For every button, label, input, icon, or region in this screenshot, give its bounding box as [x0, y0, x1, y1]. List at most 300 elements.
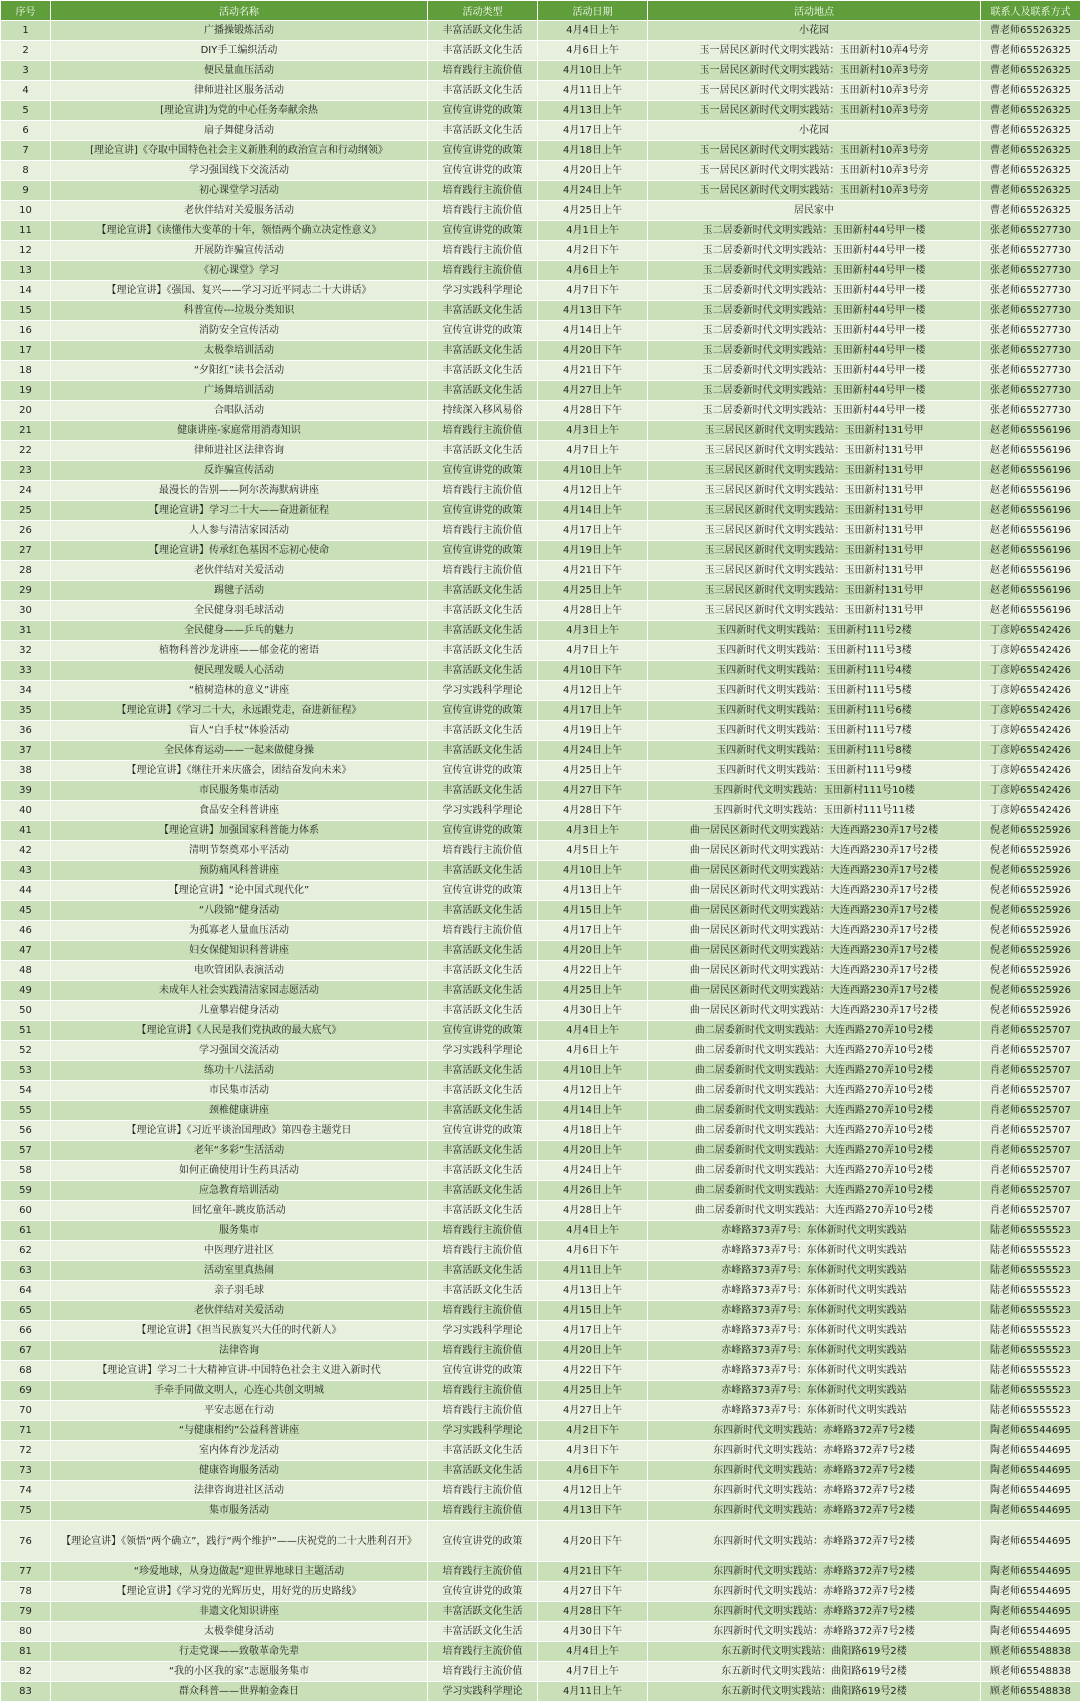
cell-index: 83	[1, 1682, 51, 1702]
cell-activity-name: “植树造林的意义”讲座	[51, 681, 428, 701]
table-row	[1, 721, 1080, 741]
cell-activity-type: 丰富活跃文化生活	[428, 381, 538, 401]
cell-contact: 肖老师65525707	[981, 1181, 1080, 1201]
cell-activity-name: 科普宣传---垃圾分类知识	[51, 301, 428, 321]
table-row	[1, 1521, 1080, 1562]
cell-activity-location: 东四新时代文明实践站：赤峰路372弄7号2楼	[648, 1521, 981, 1562]
cell-activity-type: 丰富活跃文化生活	[428, 1081, 538, 1101]
cell-activity-name: 便民理发暖人心活动	[51, 661, 428, 681]
cell-activity-location: 玉二居委新时代文明实践站：玉田新村44号甲一楼	[648, 321, 981, 341]
cell-activity-name: “与健康相约”公益科普讲座	[51, 1421, 428, 1441]
cell-activity-type: 丰富活跃文化生活	[428, 1622, 538, 1642]
table-row	[1, 1321, 1080, 1341]
cell-contact: 陆老师65555523	[981, 1341, 1080, 1361]
cell-activity-date: 4月19日上午	[538, 721, 648, 741]
cell-activity-date: 4月28日上午	[538, 1201, 648, 1221]
cell-activity-type: 学习实践科学理论	[428, 681, 538, 701]
cell-activity-type: 宣传宣讲党的政策	[428, 321, 538, 341]
cell-activity-location: 小花园	[648, 121, 981, 141]
cell-activity-type: 丰富活跃文化生活	[428, 601, 538, 621]
table-row	[1, 321, 1080, 341]
table-row	[1, 61, 1080, 81]
cell-activity-location: 玉二居委新时代文明实践站：玉田新村44号甲一楼	[648, 261, 981, 281]
cell-contact: 丁彦婷65542426	[981, 661, 1080, 681]
cell-index: 36	[1, 721, 51, 741]
cell-contact: 丁彦婷65542426	[981, 701, 1080, 721]
cell-activity-date: 4月21日下午	[538, 1562, 648, 1582]
cell-activity-type: 丰富活跃文化生活	[428, 1161, 538, 1181]
cell-index: 42	[1, 841, 51, 861]
cell-index: 23	[1, 461, 51, 481]
cell-activity-date: 4月28日下午	[538, 401, 648, 421]
cell-contact: 陆老师65555523	[981, 1301, 1080, 1321]
cell-activity-location: 玉三居民区新时代文明实践站：玉田新村131号甲	[648, 501, 981, 521]
cell-activity-date: 4月18日上午	[538, 1121, 648, 1141]
cell-activity-type: 宣传宣讲党的政策	[428, 161, 538, 181]
cell-index: 30	[1, 601, 51, 621]
cell-index: 13	[1, 261, 51, 281]
table-row	[1, 1401, 1080, 1421]
table-row	[1, 861, 1080, 881]
cell-activity-type: 丰富活跃文化生活	[428, 301, 538, 321]
cell-contact: 张老师65527730	[981, 301, 1080, 321]
cell-index: 24	[1, 481, 51, 501]
cell-activity-name: 便民量血压活动	[51, 61, 428, 81]
cell-contact: 倪老师65525926	[981, 881, 1080, 901]
cell-contact: 曹老师65526325	[981, 81, 1080, 101]
cell-activity-type: 宣传宣讲党的政策	[428, 1521, 538, 1562]
cell-contact: 陆老师65555523	[981, 1401, 1080, 1421]
cell-index: 82	[1, 1662, 51, 1682]
cell-activity-name: 颈椎健康讲座	[51, 1101, 428, 1121]
cell-activity-name: 人人参与清洁家园活动	[51, 521, 428, 541]
cell-activity-name: 全民健身羽毛球活动	[51, 601, 428, 621]
cell-contact: 曹老师65526325	[981, 141, 1080, 161]
cell-activity-date: 4月4日上午	[538, 1021, 648, 1041]
cell-contact: 陆老师65555523	[981, 1361, 1080, 1381]
cell-activity-date: 4月25日上午	[538, 981, 648, 1001]
table-row	[1, 921, 1080, 941]
cell-activity-name: 群众科普——世界帕金森日	[51, 1682, 428, 1702]
cell-activity-type: 丰富活跃文化生活	[428, 1061, 538, 1081]
cell-activity-type: 培育践行主流价值	[428, 1481, 538, 1501]
cell-activity-name: 盲人“白手杖”体验活动	[51, 721, 428, 741]
cell-activity-type: 宣传宣讲党的政策	[428, 221, 538, 241]
cell-activity-type: 培育践行主流价值	[428, 241, 538, 261]
cell-contact: 倪老师65525926	[981, 921, 1080, 941]
cell-activity-date: 4月10日上午	[538, 861, 648, 881]
cell-index: 31	[1, 621, 51, 641]
cell-activity-type: 培育践行主流价值	[428, 521, 538, 541]
cell-activity-date: 4月22日上午	[538, 961, 648, 981]
cell-activity-name: 法律咨询	[51, 1341, 428, 1361]
cell-activity-date: 4月13日上午	[538, 1281, 648, 1301]
cell-activity-name: 【理论宣讲】《担当民族复兴大任的时代新人》	[51, 1321, 428, 1341]
cell-contact: 倪老师65525926	[981, 961, 1080, 981]
cell-activity-date: 4月24日上午	[538, 1161, 648, 1181]
table-row	[1, 681, 1080, 701]
cell-activity-location: 玉四新时代文明实践站：玉田新村111号3楼	[648, 641, 981, 661]
cell-activity-location: 曲二居委新时代文明实践站：大连西路270弄10号2楼	[648, 1041, 981, 1061]
cell-contact: 赵老师65556196	[981, 581, 1080, 601]
cell-activity-location: 玉四新时代文明实践站：玉田新村111号10楼	[648, 781, 981, 801]
cell-activity-location: 曲一居民区新时代文明实践站：大连西路230弄17号2楼	[648, 941, 981, 961]
cell-activity-type: 培育践行主流价值	[428, 561, 538, 581]
table-row	[1, 701, 1080, 721]
cell-activity-type: 丰富活跃文化生活	[428, 441, 538, 461]
cell-contact: 肖老师65525707	[981, 1041, 1080, 1061]
cell-activity-location: 赤峰路373弄7号：东体新时代文明实践站	[648, 1261, 981, 1281]
cell-activity-date: 4月13日下午	[538, 301, 648, 321]
cell-index: 21	[1, 421, 51, 441]
cell-index: 59	[1, 1181, 51, 1201]
header-index: 序号	[1, 1, 51, 21]
cell-activity-name: 如何正确使用计生药具活动	[51, 1161, 428, 1181]
cell-activity-location: 曲二居委新时代文明实践站：大连西路270弄10号2楼	[648, 1121, 981, 1141]
table-row	[1, 1181, 1080, 1201]
cell-activity-name: 全民体育运动——一起来做健身操	[51, 741, 428, 761]
cell-activity-date: 4月25日上午	[538, 201, 648, 221]
cell-activity-date: 4月26日上午	[538, 1181, 648, 1201]
cell-activity-location: 玉四新时代文明实践站：玉田新村111号7楼	[648, 721, 981, 741]
cell-activity-location: 曲一居民区新时代文明实践站：大连西路230弄17号2楼	[648, 841, 981, 861]
cell-activity-date: 4月30日下午	[538, 1622, 648, 1642]
cell-activity-date: 4月6日上午	[538, 261, 648, 281]
cell-contact: 赵老师65556196	[981, 601, 1080, 621]
cell-index: 52	[1, 1041, 51, 1061]
cell-index: 66	[1, 1321, 51, 1341]
cell-activity-name: 平安志愿在行动	[51, 1401, 428, 1421]
cell-contact: 倪老师65525926	[981, 941, 1080, 961]
cell-activity-type: 学习实践科学理论	[428, 281, 538, 301]
table-row	[1, 1501, 1080, 1521]
table-row	[1, 841, 1080, 861]
cell-activity-name: 最漫长的告别——阿尔茨海默病讲座	[51, 481, 428, 501]
table-row	[1, 601, 1080, 621]
cell-index: 40	[1, 801, 51, 821]
table-row	[1, 1441, 1080, 1461]
cell-index: 34	[1, 681, 51, 701]
table-row	[1, 401, 1080, 421]
cell-contact: 顾老师65548838	[981, 1662, 1080, 1682]
cell-index: 7	[1, 141, 51, 161]
cell-activity-name: 律师进社区法律咨询	[51, 441, 428, 461]
cell-index: 61	[1, 1221, 51, 1241]
cell-index: 81	[1, 1642, 51, 1662]
cell-activity-location: 玉三居民区新时代文明实践站：玉田新村131号甲	[648, 521, 981, 541]
cell-activity-date: 4月13日下午	[538, 1501, 648, 1521]
cell-activity-date: 4月6日下午	[538, 1241, 648, 1261]
table-row	[1, 281, 1080, 301]
table-row	[1, 1141, 1080, 1161]
cell-index: 35	[1, 701, 51, 721]
cell-activity-date: 4月20日下午	[538, 341, 648, 361]
table-row	[1, 1221, 1080, 1241]
cell-contact: 陆老师65555523	[981, 1321, 1080, 1341]
table-row	[1, 1241, 1080, 1261]
table-row	[1, 341, 1080, 361]
cell-activity-type: 培育践行主流价值	[428, 1301, 538, 1321]
table-header-row	[1, 1, 1080, 21]
cell-activity-type: 宣传宣讲党的政策	[428, 821, 538, 841]
cell-activity-location: 玉二居委新时代文明实践站：玉田新村44号甲一楼	[648, 401, 981, 421]
cell-activity-type: 丰富活跃文化生活	[428, 581, 538, 601]
cell-contact: 陶老师65544695	[981, 1481, 1080, 1501]
table-row	[1, 121, 1080, 141]
cell-activity-name: 老伙伴结对关爱活动	[51, 1301, 428, 1321]
cell-activity-name: 【理论宣讲】《人民是我们党执政的最大底气》	[51, 1021, 428, 1041]
cell-activity-location: 东四新时代文明实践站：赤峰路372弄7号2楼	[648, 1501, 981, 1521]
cell-activity-date: 4月28日上午	[538, 601, 648, 621]
cell-index: 41	[1, 821, 51, 841]
cell-activity-type: 培育践行主流价值	[428, 1501, 538, 1521]
cell-contact: 张老师65527730	[981, 281, 1080, 301]
cell-activity-name: 开展防诈骗宣传活动	[51, 241, 428, 261]
cell-contact: 肖老师65525707	[981, 1161, 1080, 1181]
cell-activity-name: 【理论宣讲】《习近平谈治国理政》第四卷主题党日	[51, 1121, 428, 1141]
cell-activity-type: 宣传宣讲党的政策	[428, 1021, 538, 1041]
cell-activity-name: 【理论宣讲】《学习二十大，永远跟党走，奋进新征程》	[51, 701, 428, 721]
table-row	[1, 101, 1080, 121]
cell-index: 58	[1, 1161, 51, 1181]
cell-activity-date: 4月17日上午	[538, 921, 648, 941]
cell-activity-type: 丰富活跃文化生活	[428, 641, 538, 661]
table-row	[1, 561, 1080, 581]
cell-activity-location: 玉四新时代文明实践站：玉田新村111号9楼	[648, 761, 981, 781]
cell-activity-location: 玉三居民区新时代文明实践站：玉田新村131号甲	[648, 461, 981, 481]
cell-activity-date: 4月7日上午	[538, 441, 648, 461]
cell-index: 77	[1, 1562, 51, 1582]
table-row	[1, 1642, 1080, 1662]
table-row	[1, 761, 1080, 781]
table-row	[1, 1041, 1080, 1061]
cell-activity-date: 4月28日下午	[538, 1602, 648, 1622]
cell-activity-type: 丰富活跃文化生活	[428, 361, 538, 381]
cell-contact: 曹老师65526325	[981, 101, 1080, 121]
cell-activity-type: 丰富活跃文化生活	[428, 861, 538, 881]
table-row	[1, 241, 1080, 261]
table-row	[1, 1381, 1080, 1401]
cell-activity-date: 4月24日上午	[538, 181, 648, 201]
cell-index: 74	[1, 1481, 51, 1501]
cell-index: 11	[1, 221, 51, 241]
cell-contact: 倪老师65525926	[981, 1001, 1080, 1021]
cell-activity-location: 玉二居委新时代文明实践站：玉田新村44号甲一楼	[648, 281, 981, 301]
cell-activity-name: 初心课堂学习活动	[51, 181, 428, 201]
cell-contact: 赵老师65556196	[981, 441, 1080, 461]
cell-activity-date: 4月4日上午	[538, 21, 648, 41]
cell-activity-name: 反诈骗宣传活动	[51, 461, 428, 481]
cell-activity-type: 培育践行主流价值	[428, 1662, 538, 1682]
cell-contact: 肖老师65525707	[981, 1061, 1080, 1081]
cell-activity-location: 曲一居民区新时代文明实践站：大连西路230弄17号2楼	[648, 921, 981, 941]
cell-index: 29	[1, 581, 51, 601]
cell-contact: 张老师65527730	[981, 361, 1080, 381]
header-contact: 联系人及联系方式	[981, 1, 1080, 21]
cell-activity-location: 曲一居民区新时代文明实践站：大连西路230弄17号2楼	[648, 961, 981, 981]
cell-activity-location: 曲二居委新时代文明实践站：大连西路270弄10号2楼	[648, 1021, 981, 1041]
cell-activity-date: 4月2日下午	[538, 241, 648, 261]
table-row	[1, 1421, 1080, 1441]
cell-activity-type: 丰富活跃文化生活	[428, 981, 538, 1001]
table-row	[1, 881, 1080, 901]
cell-activity-type: 培育践行主流价值	[428, 261, 538, 281]
cell-contact: 丁彦婷65542426	[981, 681, 1080, 701]
cell-activity-type: 学习实践科学理论	[428, 1041, 538, 1061]
cell-activity-name: 室内体育沙龙活动	[51, 1441, 428, 1461]
header-activity-type: 活动类型	[428, 1, 538, 21]
cell-activity-type: 培育践行主流价值	[428, 1221, 538, 1241]
cell-index: 67	[1, 1341, 51, 1361]
cell-activity-location: 玉一居民区新时代文明实践站：玉田新村10弄4号旁	[648, 41, 981, 61]
cell-activity-name: 未成年人社会实践清洁家园志愿活动	[51, 981, 428, 1001]
cell-activity-type: 培育践行主流价值	[428, 1241, 538, 1261]
table-row	[1, 481, 1080, 501]
cell-activity-name: 行走党课——致敬革命先辈	[51, 1642, 428, 1662]
cell-contact: 张老师65527730	[981, 221, 1080, 241]
cell-contact: 陶老师65544695	[981, 1562, 1080, 1582]
cell-activity-date: 4月20日上午	[538, 161, 648, 181]
cell-contact: 赵老师65556196	[981, 541, 1080, 561]
table-row	[1, 821, 1080, 841]
cell-activity-location: 玉一居民区新时代文明实践站：玉田新村10弄3号旁	[648, 141, 981, 161]
cell-activity-date: 4月10日上午	[538, 61, 648, 81]
cell-contact: 陶老师65544695	[981, 1441, 1080, 1461]
table-row	[1, 1001, 1080, 1021]
cell-activity-type: 宣传宣讲党的政策	[428, 1582, 538, 1602]
cell-activity-date: 4月6日上午	[538, 41, 648, 61]
cell-activity-location: 玉二居委新时代文明实践站：玉田新村44号甲一楼	[648, 341, 981, 361]
header-activity-date: 活动日期	[538, 1, 648, 21]
cell-activity-name: 广播操锻炼活动	[51, 21, 428, 41]
cell-activity-location: 东四新时代文明实践站：赤峰路372弄7号2楼	[648, 1562, 981, 1582]
table-row	[1, 1121, 1080, 1141]
cell-activity-location: 东五新时代文明实践站：曲阳路619号2楼	[648, 1642, 981, 1662]
table-row	[1, 1682, 1080, 1702]
cell-activity-name: 儿童攀岩健身活动	[51, 1001, 428, 1021]
cell-index: 72	[1, 1441, 51, 1461]
cell-activity-type: 丰富活跃文化生活	[428, 41, 538, 61]
table-row	[1, 1582, 1080, 1602]
table-row	[1, 1261, 1080, 1281]
cell-activity-type: 丰富活跃文化生活	[428, 1001, 538, 1021]
cell-activity-location: 曲一居民区新时代文明实践站：大连西路230弄17号2楼	[648, 901, 981, 921]
cell-activity-name: 电吹管团队表演活动	[51, 961, 428, 981]
cell-activity-name: 【理论宣讲】学习二十大——奋进新征程	[51, 501, 428, 521]
cell-contact: 丁彦婷65542426	[981, 801, 1080, 821]
cell-activity-name: 全民健身——乒乓的魅力	[51, 621, 428, 641]
cell-activity-date: 4月20日上午	[538, 941, 648, 961]
cell-contact: 肖老师65525707	[981, 1021, 1080, 1041]
table-row	[1, 501, 1080, 521]
cell-index: 43	[1, 861, 51, 881]
cell-activity-date: 4月27日下午	[538, 1582, 648, 1602]
table-row	[1, 1602, 1080, 1622]
table-row	[1, 461, 1080, 481]
cell-index: 45	[1, 901, 51, 921]
cell-activity-location: 小花园	[648, 21, 981, 41]
cell-activity-date: 4月7日上午	[538, 641, 648, 661]
cell-activity-type: 宣传宣讲党的政策	[428, 501, 538, 521]
cell-activity-date: 4月27日上午	[538, 1401, 648, 1421]
cell-contact: 倪老师65525926	[981, 981, 1080, 1001]
cell-activity-name: 《初心课堂》学习	[51, 261, 428, 281]
cell-activity-name: 合唱队活动	[51, 401, 428, 421]
cell-activity-name: 【理论宣讲】“论中国式现代化”	[51, 881, 428, 901]
cell-contact: 曹老师65526325	[981, 41, 1080, 61]
cell-activity-type: 丰富活跃文化生活	[428, 901, 538, 921]
cell-activity-date: 4月20日上午	[538, 1341, 648, 1361]
cell-activity-name: 【理论宣讲】《读懂伟大变革的十年，领悟两个确立决定性意义》	[51, 221, 428, 241]
cell-index: 26	[1, 521, 51, 541]
cell-activity-location: 东四新时代文明实践站：赤峰路372弄7号2楼	[648, 1582, 981, 1602]
cell-index: 57	[1, 1141, 51, 1161]
cell-activity-location: 赤峰路373弄7号：东体新时代文明实践站	[648, 1221, 981, 1241]
cell-index: 25	[1, 501, 51, 521]
cell-activity-date: 4月3日下午	[538, 1441, 648, 1461]
cell-activity-name: 清明节祭奠邓小平活动	[51, 841, 428, 861]
cell-activity-name: 健康咨询服务活动	[51, 1461, 428, 1481]
cell-activity-type: 宣传宣讲党的政策	[428, 101, 538, 121]
cell-contact: 张老师65527730	[981, 381, 1080, 401]
cell-contact: 丁彦婷65542426	[981, 721, 1080, 741]
cell-activity-date: 4月27日上午	[538, 381, 648, 401]
cell-contact: 赵老师65556196	[981, 501, 1080, 521]
cell-contact: 赵老师65556196	[981, 481, 1080, 501]
cell-activity-type: 培育践行主流价值	[428, 181, 538, 201]
cell-activity-type: 丰富活跃文化生活	[428, 1201, 538, 1221]
cell-activity-location: 曲二居委新时代文明实践站：大连西路270弄10号2楼	[648, 1061, 981, 1081]
cell-contact: 倪老师65525926	[981, 861, 1080, 881]
cell-contact: 曹老师65526325	[981, 61, 1080, 81]
cell-activity-name: “八段锦”健身活动	[51, 901, 428, 921]
table-row	[1, 1021, 1080, 1041]
cell-activity-date: 4月14日上午	[538, 1101, 648, 1121]
cell-index: 44	[1, 881, 51, 901]
cell-index: 69	[1, 1381, 51, 1401]
cell-activity-location: 东四新时代文明实践站：赤峰路372弄7号2楼	[648, 1461, 981, 1481]
cell-activity-location: 玉三居民区新时代文明实践站：玉田新村131号甲	[648, 601, 981, 621]
cell-activity-name: 市民服务集市活动	[51, 781, 428, 801]
cell-activity-date: 4月25日上午	[538, 1381, 648, 1401]
table-row	[1, 261, 1080, 281]
cell-activity-type: 丰富活跃文化生活	[428, 941, 538, 961]
cell-activity-location: 曲二居委新时代文明实践站：大连西路270弄10号2楼	[648, 1161, 981, 1181]
cell-index: 1	[1, 21, 51, 41]
cell-activity-type: 丰富活跃文化生活	[428, 1281, 538, 1301]
cell-index: 79	[1, 1602, 51, 1622]
cell-activity-date: 4月17日上午	[538, 1321, 648, 1341]
cell-activity-name: [理论宣讲]《夺取中国特色社会主义新胜利的政治宣言和行动纲领》	[51, 141, 428, 161]
cell-contact: 陆老师65555523	[981, 1261, 1080, 1281]
cell-activity-date: 4月6日上午	[538, 1041, 648, 1061]
cell-activity-date: 4月11日上午	[538, 1261, 648, 1281]
cell-activity-date: 4月3日上午	[538, 821, 648, 841]
cell-index: 9	[1, 181, 51, 201]
cell-activity-date: 4月19日上午	[538, 541, 648, 561]
cell-activity-location: 玉四新时代文明实践站：玉田新村111号4楼	[648, 661, 981, 681]
cell-index: 73	[1, 1461, 51, 1481]
cell-contact: 赵老师65556196	[981, 521, 1080, 541]
cell-contact: 曹老师65526325	[981, 181, 1080, 201]
cell-activity-location: 曲一居民区新时代文明实践站：大连西路230弄17号2楼	[648, 881, 981, 901]
cell-activity-name: 广场舞培训活动	[51, 381, 428, 401]
cell-activity-date: 4月30日上午	[538, 1001, 648, 1021]
cell-contact: 陆老师65555523	[981, 1381, 1080, 1401]
cell-activity-location: 玉三居民区新时代文明实践站：玉田新村131号甲	[648, 561, 981, 581]
cell-activity-name: 预防痛风科普讲座	[51, 861, 428, 881]
cell-activity-name: 活动室里真热闹	[51, 1261, 428, 1281]
